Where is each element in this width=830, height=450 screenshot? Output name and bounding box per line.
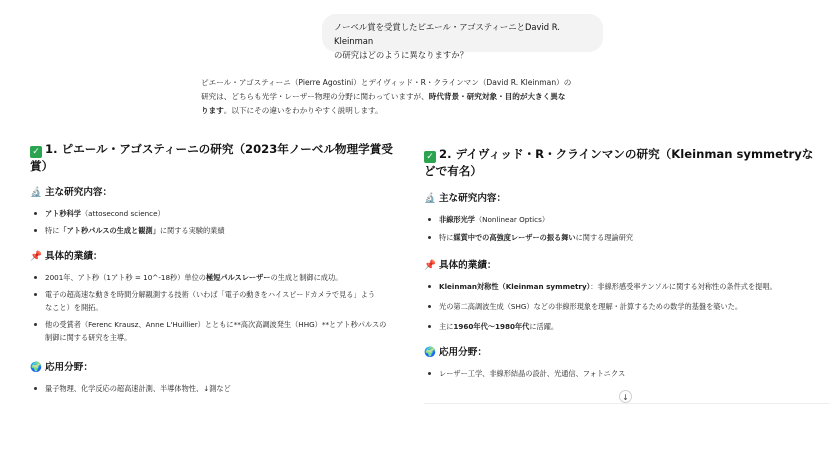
list-item-bold: 極短パルスレーザー [206, 273, 271, 282]
list-item-bold: Kleinman対称性（Kleinman symmetry） [439, 282, 591, 291]
check-icon: ✓ [424, 151, 436, 163]
kleinman-title [424, 146, 824, 179]
kleinman-title-text: 2. デイヴィッド・R・クラインマンの研究（Kleinman symmetryなどで有名） [424, 147, 814, 178]
kleinman-main-heading-text: 主な研究内容： [438, 193, 507, 204]
kleinman-achievements-heading [424, 259, 497, 273]
list-item-text: 他の受賞者（Ferenc Krausz、Anne L'Huillier）とともに**高次高調波発生（HHG）**とアト秒パルスの [45, 320, 387, 329]
list-item-text: 制御に関する研究を主導。 [45, 333, 132, 342]
list-item [424, 300, 824, 313]
kleinman-main-heading [424, 192, 506, 206]
list-item-bold: 「アト秒パルスの生成と観測」 [59, 226, 160, 235]
list-item-text: 主に [439, 322, 454, 331]
list-item-bold: アト秒科学 [45, 209, 81, 218]
intro-line-1: ピエール・アゴスティーニ（Pierre Agostini）とデイヴィッド・R・クラインマン（David R. Kleinman）の [201, 78, 572, 87]
globe-icon: 🌍 [424, 347, 436, 358]
agostini-title [30, 141, 410, 174]
list-item [424, 280, 824, 293]
list-item [30, 318, 420, 344]
list-item [424, 320, 824, 333]
intro-line-2-bold: 時代背景・研究対象・目的が大きく異な [428, 92, 566, 101]
pin-icon: 📌 [30, 251, 42, 262]
list-item [424, 231, 824, 244]
intro-paragraph [201, 76, 609, 118]
list-item-text: （attosecond science） [80, 209, 165, 218]
agostini-achievements-heading-text: 具体的業績： [44, 251, 103, 262]
list-item [30, 382, 420, 395]
list-item-bold: 媒質中での高強度レーザーの振る舞い [453, 233, 576, 242]
list-item-text: なこと）を開拓。 [45, 303, 103, 312]
user-message-line-2: の研究はどのように異なりますか？ [334, 50, 468, 60]
list-item-text: 電子の超高速な動きを時間分解観測する技術（いわば「電子の動きをハイスピードカメラで見る」よう [45, 290, 376, 299]
divider [424, 403, 830, 404]
agostini-applications-list [30, 382, 420, 395]
user-message-line-1: ノーベル賞を受賞したピエール・アゴスティーニとDavid R. Kleinman [334, 22, 560, 46]
user-message-bubble [322, 14, 603, 60]
agostini-main-list [30, 207, 420, 237]
list-item-text: 光の第二高調波生成（SHG）などの非線形現象を理解・計算するための数学的基盤を築いた。 [439, 302, 743, 311]
agostini-main-heading-text: 主な研究内容： [44, 187, 113, 198]
list-item-text: の生成と制御に成功。 [270, 273, 343, 282]
list-item [30, 271, 420, 284]
list-item [424, 367, 824, 380]
list-item [30, 288, 420, 314]
kleinman-main-list [424, 213, 824, 244]
intro-line-3: 。以下にその違いをわかりやすく説明します。 [223, 106, 383, 115]
kleinman-applications-list [424, 367, 824, 380]
arrow-down-icon: ↓ [622, 393, 629, 402]
list-item-text: 特に [45, 226, 60, 235]
pin-icon: 📌 [424, 260, 436, 271]
agostini-achievements-heading [30, 250, 103, 264]
agostini-applications-heading [30, 361, 93, 375]
agostini-achievements-list [30, 271, 420, 344]
kleinman-achievements-list [424, 280, 824, 333]
intro-line-3-bold: ります [201, 106, 224, 115]
list-item-text: 2001年、アト秒（1アト秒 = 10^-18秒）単位の [45, 273, 206, 282]
list-item-text: 量子物理、化学反応の超高速計測、半導体物性、↓測など [45, 384, 231, 393]
microscope-icon: 🔬 [30, 187, 42, 198]
list-item-bold: 1960年代〜1980年代 [453, 322, 530, 331]
list-item-text: ：非線形感受率テンソルに関する対称性の条件式を提唱。 [590, 282, 777, 291]
list-item-text: 特に [439, 233, 454, 242]
list-item [30, 207, 420, 220]
kleinman-applications-heading [424, 346, 487, 360]
list-item-text: に関する実験的業績 [159, 226, 225, 235]
list-item [30, 224, 420, 237]
scroll-down-button[interactable] [619, 390, 632, 403]
kleinman-achievements-heading-text: 具体的業績： [438, 260, 497, 271]
agostini-title-text: 1. ピエール・アゴスティーニの研究（2023年ノーベル物理学賞受賞） [30, 142, 393, 173]
list-item-text: （Nonlinear Optics） [474, 215, 550, 224]
check-icon: ✓ [30, 146, 42, 158]
agostini-main-heading [30, 186, 112, 200]
list-item-text: に活躍。 [529, 322, 559, 331]
intro-line-2: 研究は、どちらも光学・レーザー物理の分野に関わっていますが、 [201, 92, 429, 101]
list-item [424, 213, 824, 226]
microscope-icon: 🔬 [424, 193, 436, 204]
list-item-bold: 非線形光学 [439, 215, 475, 224]
globe-icon: 🌍 [30, 362, 42, 373]
kleinman-applications-heading-text: 応用分野： [438, 347, 487, 358]
list-item-text: に関する理論研究 [575, 233, 634, 242]
list-item-text: レーザー工学、非線形結晶の設計、光通信、フォトニクス [439, 369, 626, 378]
agostini-applications-heading-text: 応用分野： [44, 362, 93, 373]
